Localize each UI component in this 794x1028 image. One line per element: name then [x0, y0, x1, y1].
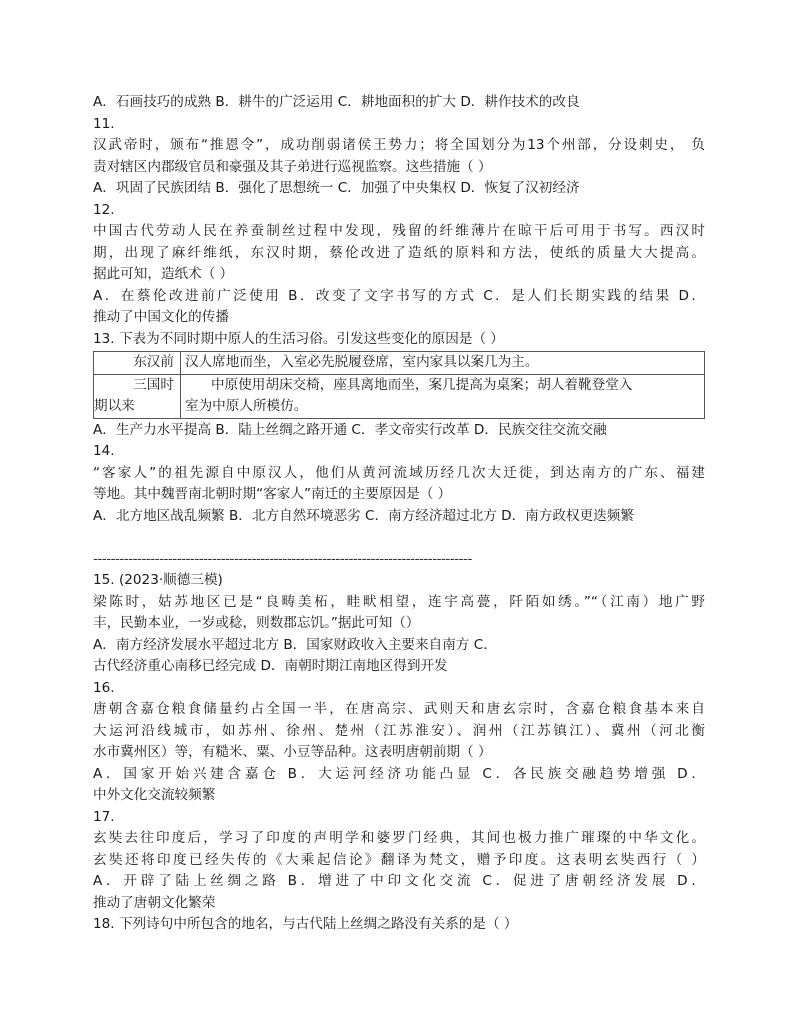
dashed-separator: --------------------------------------------------------------------------------------	[93, 550, 472, 567]
q16-number: 16.	[93, 679, 115, 696]
q12-options-line-1: A．在蔡伦改进前广泛使用 B．改变了文字书写的方式 C．是人们长期实践的结果 D．	[93, 287, 705, 304]
q16-options-line-1: A．国家开始兴建含嘉仓 B．大运河经济功能凸显 C．各民族交融趋势增强 D．	[93, 765, 705, 782]
q13-stem: 13. 下表为不同时期中原人的生活习俗。引发这些变化的原因是（ ）	[93, 330, 504, 347]
q14-stem-line-1: “客家人”的祖先源自中原汉人，他们从黄河流域历经几次大迁徙，到达南方的广东、福建	[93, 464, 705, 481]
custom-desc: 汉人席地而坐，入室必先脱履登席，室内家具以案几为主。	[185, 354, 539, 370]
q11-stem-line-1: 汉武帝时，颁布“推恩令”，成功削弱诸侯王势力；将全国划分为13个州部，分设刺史， 负	[93, 137, 705, 153]
q17-number: 17.	[93, 808, 115, 825]
table-cell-desc	[181, 374, 705, 418]
q11-number: 11.	[93, 115, 115, 132]
q14-options: A．北方地区战乱频繁 B．北方自然环境恶劣 C．南方经济超过北方 D．南方政权更迭频繁	[93, 507, 634, 524]
q17-options-line-2: 推动了唐朝文化繁荣	[93, 894, 216, 911]
custom-desc-a: 中原使用胡床交椅，座具离地而坐，案几提高为桌案；胡人着靴登堂入	[211, 376, 633, 393]
table-cell-period	[94, 352, 181, 375]
q16-options-line-2: 中外文化交流较频繁	[93, 787, 216, 803]
q12-stem-line-2: 期，出现了麻纤维纸，东汉时期，蔡伦改进了造纸的原料和方法，使纸的质量大大提高。	[93, 244, 705, 261]
q15-stem-line-1: 梁陈时，姑苏地区已是“良畴美柘，畦畎相望，连宇高甍，阡陌如绣。”“（江南）地广野	[93, 593, 705, 610]
q13-table	[93, 351, 705, 419]
q18-stem: 18. 下列诗句中所包含的地名，与古代陆上丝绸之路没有关系的是（ ）	[93, 916, 518, 932]
q15-options-line-1: A．南方经济发展水平超过北方 B．国家财政收入主要来自南方 C．	[93, 636, 497, 653]
q14-number: 14.	[93, 443, 115, 459]
q10-options: A．石画技巧的成熟 B．耕牛的广泛运用 C．耕地面积的扩大 D．耕作技术的改良	[93, 94, 580, 110]
q17-stem-line-2: 玄奘还将印度已经失传的《大乘起信论》翻译为梵文，赠予印度。这表明玄奘西行（ ）	[93, 851, 705, 868]
q14-stem-line-2: 等地。其中魏晋南北朝时期“客家人”南迁的主要原因是（ ）	[93, 486, 452, 502]
q13-options: A．生产力水平提高 B．陆上丝绸之路开通 C．孝文帝实行改革 D．民族交往交流交融	[93, 421, 607, 438]
q16-stem-line-2: 大运河沿线城市，如苏州、徐州、楚州（江苏淮安）、润州（江苏镇江）、冀州（河北衡	[93, 722, 705, 739]
document-body	[93, 92, 705, 936]
spacer	[93, 527, 705, 549]
custom-desc-b: 室为中原人所模仿。	[185, 398, 308, 414]
q15-number: 15. (2023·顺德三模)	[93, 572, 223, 588]
table-cell-desc	[181, 352, 705, 375]
q12-stem-line-3: 据此可知，造纸术（ ）	[93, 266, 234, 282]
q17-stem-line-1: 玄奘去往印度后，学习了印度的声明学和婆罗门经典，其间也极力推广璀璨的中华文化。	[93, 830, 705, 846]
q12-options-line-2: 推动了中国文化的传播	[93, 309, 229, 325]
period-label-a: 三国时	[133, 376, 174, 393]
q12-stem-line-1: 中国古代劳动人民在养蚕制丝过程中发现，残留的纤维薄片在晾干后可用于书写。西汉时	[93, 223, 705, 239]
table-row	[94, 374, 705, 418]
period-label-b: 期以来	[94, 398, 135, 414]
q11-options: A．巩固了民族团结 B．强化了思想统一 C．加强了中央集权 D．恢复了汉初经济	[93, 180, 580, 196]
q11-stem-line-2: 责对辖区内郡级官员和豪强及其子弟进行巡视监察。这些措施（ ）	[93, 158, 492, 175]
q15-options-line-2: 古代经济重心南移已经完成 D．南朝时期江南地区得到开发	[93, 658, 448, 674]
table-row	[94, 352, 705, 375]
period-label: 东汉前	[133, 354, 174, 370]
q16-stem-line-3: 水市冀州区）等，有糙米、粟、小豆等品种。这表明唐朝前期（ ）	[93, 744, 492, 760]
table-cell-period	[94, 374, 181, 418]
q12-number: 12.	[93, 201, 115, 218]
q17-options-line-1: A．开辟了陆上丝绸之路 B．增进了中印文化交流 C．促进了唐朝经济发展 D．	[93, 873, 705, 889]
q16-stem-line-1: 唐朝含嘉仓粮食储量约占全国一半，在唐高宗、武则天和唐玄宗时，含嘉仓粮食基本来自	[93, 701, 705, 717]
q15-stem-line-2: 丰，民勤本业，一岁或稔，则数郡忘饥。”据此可知（）	[93, 615, 420, 631]
